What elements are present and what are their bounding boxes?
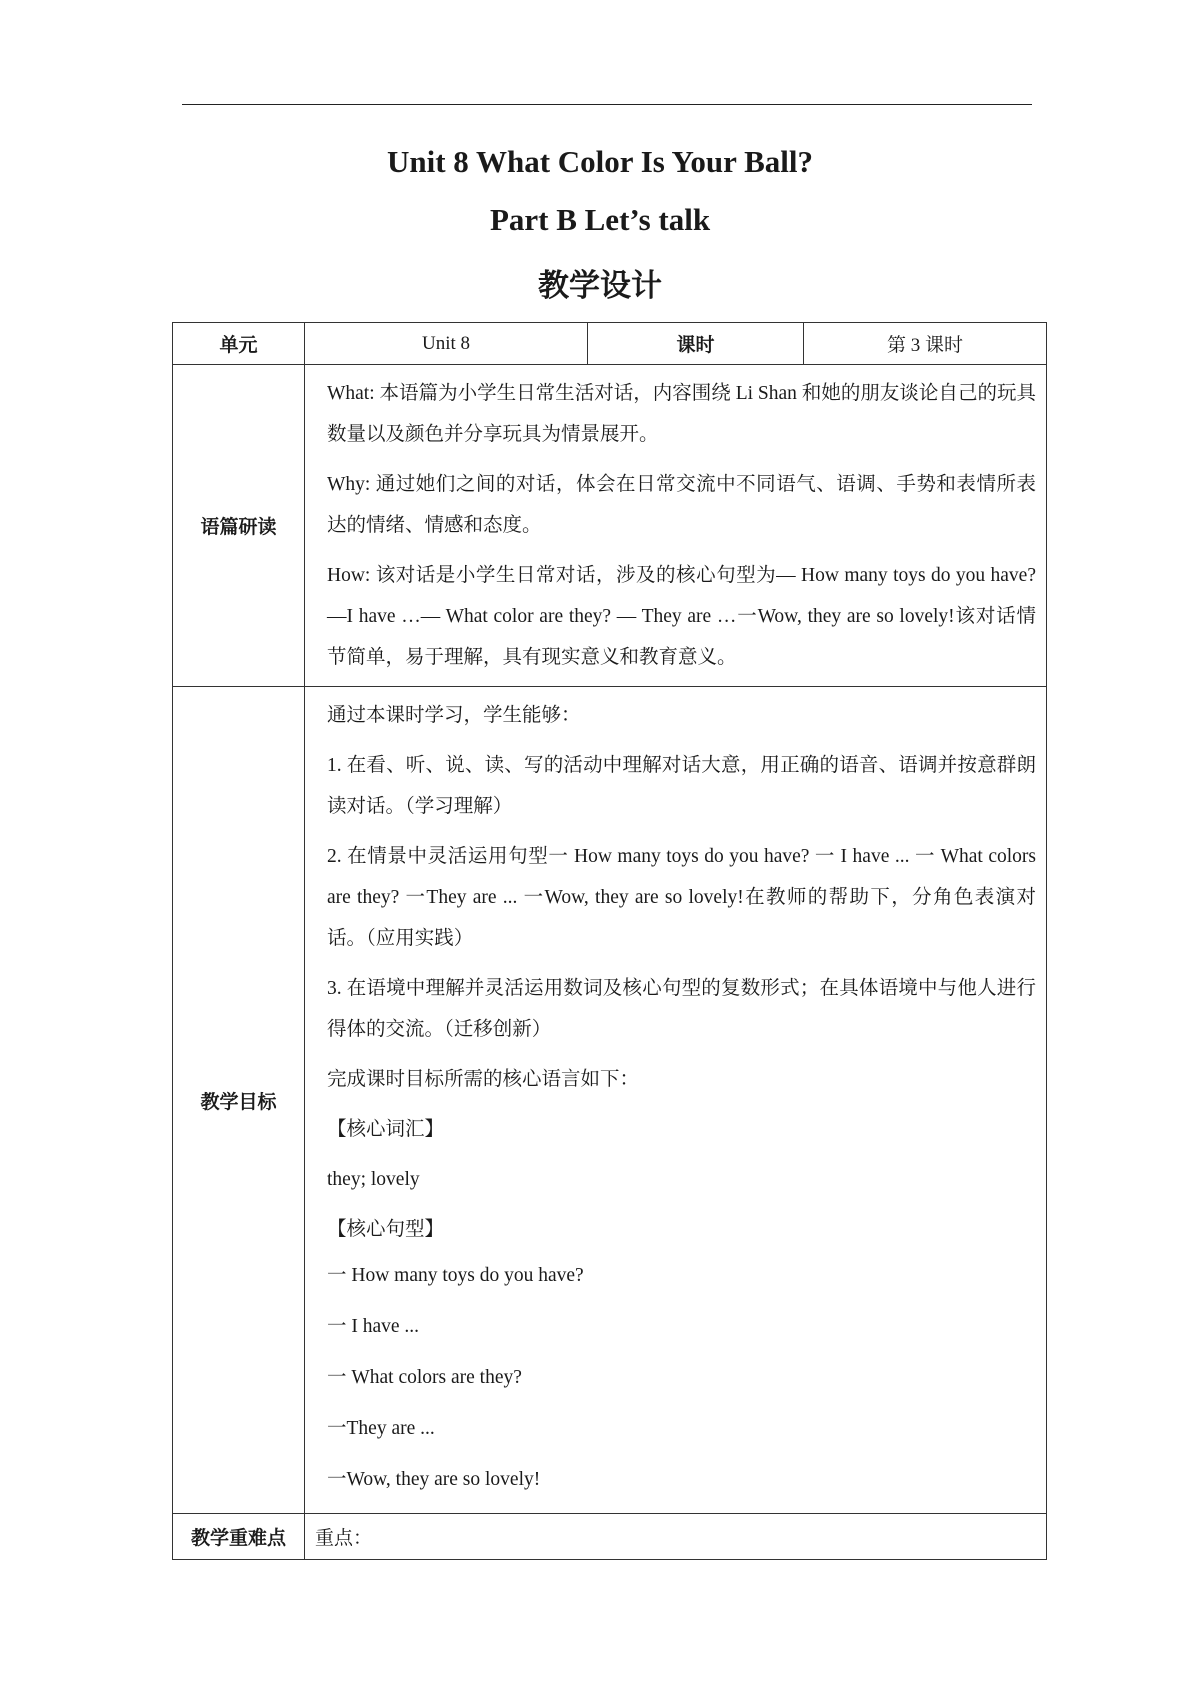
sentence-heading: 【核心句型】 [327,1219,445,1240]
text-study-row [173,365,1047,687]
key-points-row [173,1514,1047,1560]
document-subtitle: Part B Let’s talk [489,202,711,237]
meta-row [173,323,1047,365]
unit-label: 单元 [173,323,305,365]
objectives-content [305,687,1047,1514]
objective-item-3: 3. 在语境中理解并灵活运用数词及核心句型的复数形式；在具体语境中与他人进行得体的交流。（迁移创新） [327,978,1036,1040]
text-study-what: What: 本语篇为小学生日常生活对话，内容围绕 Li Shan 和她的朋友谈论自己的玩具数量以及颜色并分享玩具为情景展开。 [327,383,1036,445]
lesson-label: 课时 [588,323,804,365]
document-title: Unit 8 What Color Is Your Ball? [386,144,814,179]
unit-value: Unit 8 [305,323,588,365]
objective-item-1: 1. 在看、听、说、读、写的活动中理解对话大意，用正确的语音、语调并按意群朗读对话。（学习理解） [327,755,1036,817]
core-sentence: 一They are ... [327,1418,435,1439]
core-sentence: 一 I have ... [327,1316,420,1337]
objectives-intro: 通过本课时学习，学生能够： [327,705,581,726]
objective-item-2: 2. 在情景中灵活运用句型一 How many toys do you have? 一 I have ... 一 What colors are they? 一They are ... 一Wow, they are so lovely!在教师的帮助下，分角色表演对话。（应用实践） [327,846,1036,949]
text-study-how: How: 该对话是小学生日常对话，涉及的核心句型为— How many toys do you have? —I have …— What color are they? — They are …一Wow, they are so lovely!该对话情节简单，易于理解，具有现实意义和教育意义。 [327,565,1036,668]
text-study-label: 语篇研读 [173,365,305,687]
key-points-text: 重点： [315,1527,373,1549]
document-type-title: 教学设计 [538,268,662,304]
text-study-content [305,365,1047,687]
lesson-plan-table [172,322,1047,1560]
objectives-row [173,687,1047,1514]
header-rule [182,104,1032,105]
vocab-heading: 【核心词汇】 [327,1119,445,1140]
core-sentence: 一 How many toys do you have? [327,1265,584,1286]
core-sentence: 一 What colors are they? [327,1367,522,1388]
core-language-intro: 完成课时目标所需的核心语言如下： [327,1069,640,1090]
vocab-list: they; lovely [327,1169,420,1190]
key-points-content [305,1514,1047,1560]
core-sentence: 一Wow, they are so lovely! [327,1469,541,1490]
objectives-label: 教学目标 [173,687,305,1514]
text-study-why: Why: 通过她们之间的对话，体会在日常交流中不同语气、语调、手势和表情所表达的情绪、情感和态度。 [327,474,1036,536]
key-points-label: 教学重难点 [173,1514,305,1560]
lesson-value: 第 3 课时 [804,323,1047,365]
